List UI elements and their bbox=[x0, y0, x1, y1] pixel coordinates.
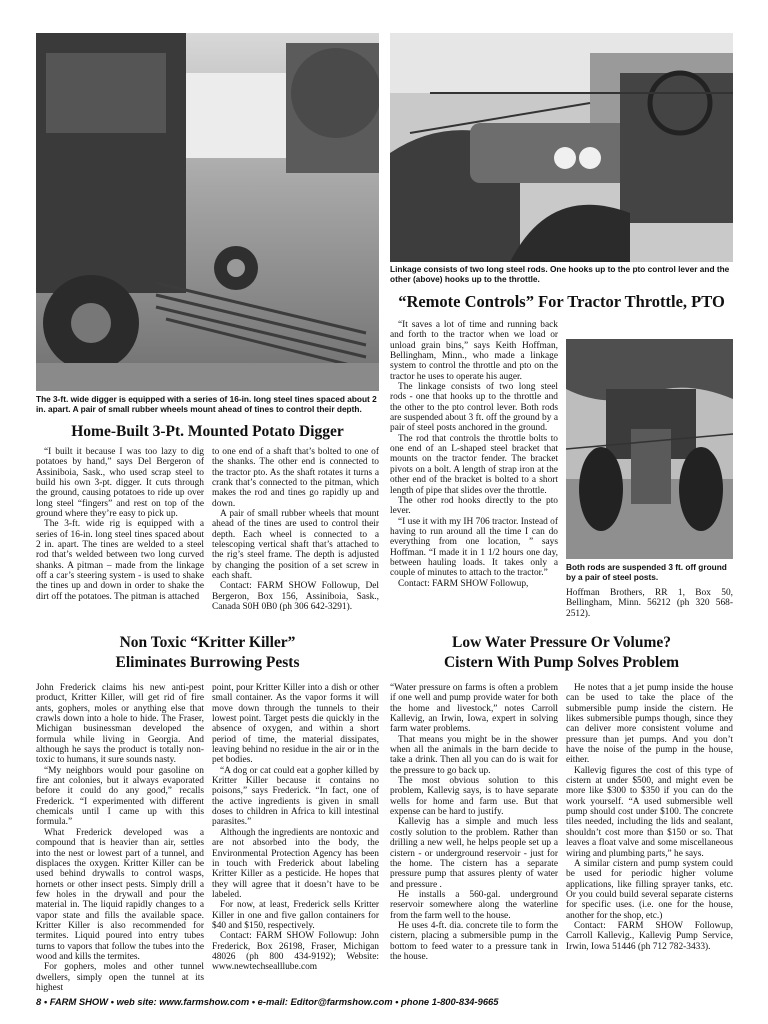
paragraph: For now, at least, Frederick sells Kritter Killer in one and five gallon containers for $40 and $150, respectively. bbox=[212, 900, 379, 931]
remote-headline: “Remote Controls” For Tractor Throttle, PTO bbox=[398, 292, 725, 311]
cistern-col2 bbox=[566, 683, 733, 952]
paragraph: For gophers, moles and other tunnel dwellers, simply open the tunnel at its highest bbox=[36, 962, 204, 993]
paragraph: “I built it because I was too lazy to dig potatoes by hand,” says Del Bergeron of Assiniboia, Sask., who used scrap steel to build his own 3-pt. digger. It cuts through the ground, causing potatoes to ride up over long steel “fingers” and rest on top of the ground where they’re easy to pick up. bbox=[36, 447, 204, 520]
potato-photo-caption: The 3-ft. wide digger is equipped with a series of 16-in. long steel tines spaced about 2 in. apart. A pair of small rubber wheels mount ahead of tines to control their depth. bbox=[36, 394, 377, 414]
kritter-col1 bbox=[36, 683, 204, 993]
potato-headline: Home-Built 3-Pt. Mounted Potato Digger bbox=[71, 423, 344, 440]
paragraph: The linkage consists of two long steel rods - one that hooks up to the throttle and the other to the pto control lever. Both rods are suspended about 3 ft. off the ground by a pair of steel posts anchored in the ground. bbox=[390, 382, 558, 434]
paragraph: Hoffman Brothers, RR 1, Box 50, Bellingham, Minn. 56212 (ph 320 568-2512). bbox=[566, 588, 733, 619]
potato-col1 bbox=[36, 447, 204, 602]
tractor-linkage-photo bbox=[390, 33, 733, 262]
paragraph: Although the ingredients are nontoxic and are not absorbed into the body, the Environmental Protection Agency has been in touch with Frederick about labeling Kritter Killer as a pesticide. He hopes that they will agree that it doesn’t have to be labeled. bbox=[212, 827, 379, 900]
paragraph: “I use it with my IH 706 tractor. Instead of having to run around all the time I can do everything from one location, ” says Hoffman. “I made it in 1 1/2 hours one day, between hauling loads. It takes only a couple of minutes to attach to the tractor.” bbox=[390, 516, 558, 579]
paragraph: The rod that controls the throttle bolts to one end of an L-shaped steel bracket that mounts on the tractor fender. The bracket pivots on a bolt. A length of strap iron at the other end of the bracket is bolted to a short length of pipe that slides over the throttle. bbox=[390, 433, 558, 496]
paragraph: John Frederick claims his new anti-pest product, Kritter Killer, will get rid of fire ants, gophers, moles or anything else that crawls down into a hole to hide. The Fraser, Michigan businessman developed the formula while living in Georgia. And although he says the product is totally non-toxic to humans, it sure sounds nasty. bbox=[36, 683, 204, 766]
paragraph: The other rod hooks directly to the pto lever. bbox=[390, 495, 558, 517]
potato-col2 bbox=[212, 447, 379, 613]
remote-contact-end bbox=[566, 588, 733, 619]
paragraph: He installs a 560-gal. underground reservoir somewhere along the waterline from the farm well to the house. bbox=[390, 889, 558, 921]
paragraph: What Frederick developed was a compound that is heavier than air, settles into the nest or lowest part of a tunnel, and displaces the oxygen. Kritter Killer can be used behind drywalls to control wasps, hornets or other insect pests. Simply drill a few holes in the drywall and pour the material in. The liquid rapidly changes to a vapor state and fills the available space. Kritter Killer is also recommended for termites. Liquid poured into entry tubes turns to vapors that follow the tubes into the wood and kills the termites. bbox=[36, 827, 204, 962]
paragraph: “It saves a lot of time and running back and forth to the tractor when we load or unload grain bins,” says Keith Hoffman, Bellingham, Minn., who made a linkage system to control the throttle and pto on the tractor he uses to operate his auger. bbox=[390, 320, 558, 382]
paragraph: point, pour Kritter Killer into a dish or other small container. As the vapor forms it will move down through the tunnels to their lowest point. Target pests die quickly in the absence of oxygen, and within a short period of time, the material dissipates, leaving behind no residue in the air or in the pet bodies. bbox=[212, 683, 379, 766]
remote-col bbox=[390, 320, 558, 589]
kritter-headline-line2: Eliminates Burrowing Pests bbox=[115, 654, 300, 671]
tractor-rods-photo bbox=[566, 339, 733, 559]
paragraph: Contact: FARM SHOW Followup, Carroll Kallevig., Kallevig Pump Service, Irwin, Iowa 51446 (ph 712 782-3433). bbox=[566, 920, 733, 952]
cistern-headline bbox=[390, 633, 733, 673]
paragraph: He uses 4-ft. dia. concrete tile to form the cistern, placing a submersible pump in the bottom to feed water to a pressure tank in the house. bbox=[390, 920, 558, 962]
kritter-headline bbox=[36, 633, 379, 673]
kritter-headline-line1: Non Toxic “Kritter Killer” bbox=[119, 634, 296, 651]
paragraph: “A dog or cat could eat a gopher killed by Kritter Killer because it contains no poisons,” says Frederick. “In fact, one of the active ingredients is given in small doses to children in Africa to kill intestinal parasites.” bbox=[212, 765, 379, 828]
paragraph: to one end of a shaft that’s bolted to one of the shanks. The other end is connected to the tractor pto. As the shaft rotates it turns a crank that’s connected to the pitman, which makes the rod and tines go rapidly up and down. bbox=[212, 447, 379, 509]
paragraph: A pair of small rubber wheels that mount ahead of the tines are used to control their depth. Each wheel is connected to a telescoping vertical shaft that’s attached to the rig’s steel frame. The depth is adjusted by changing the position of a set screw in each shaft. bbox=[212, 509, 379, 582]
potato-digger-photo bbox=[36, 33, 379, 391]
linkage-photo-caption: Linkage consists of two long steel rods. One hooks up to the pto control lever and the other (above) hooks up to the throttle. bbox=[390, 264, 730, 284]
rods-photo-caption: Both rods are suspended 3 ft. off ground by a pair of steel posts. bbox=[566, 562, 727, 582]
cistern-col1 bbox=[390, 683, 558, 962]
paragraph: “My neighbors would pour gasoline on fire ant colonies, but it always evaporated before it could do any good,” recalls Frederick. “I experimented with different chemicals until I came up with this formula.” bbox=[36, 765, 204, 828]
paragraph: Contact: FARM SHOW Followup, Del Bergeron, Box 156, Assiniboia, Sask., Canada S0H 0B0 (ph 306 642-3291). bbox=[212, 581, 379, 613]
paragraph: Contact: FARM SHOW Followup, bbox=[398, 578, 529, 589]
paragraph: He notes that a jet pump inside the house can be used to take the place of the submersible pump inside the cistern. He likes submersible pumps though, since they can deliver more consistent volume and pressure than jet pumps. And you don’t have the noise of the pump in the house, either. bbox=[566, 683, 733, 766]
paragraph: Contact: FARM SHOW Followup: John Frederick, Box 26198, Fraser, Michigan 48026 (ph 800 434-9192); Website: www.newtechsealllube.com bbox=[212, 931, 379, 973]
page-footer bbox=[36, 996, 736, 1007]
paragraph: Kallevig has a simple and much less costly solution to the problem. Rather than drilling a new well, he helps people set up a cistern - or underground reservoir - just for the home. The cistern has a separate pressure pump that assures plenty of water and pressure . bbox=[390, 817, 558, 890]
paragraph: “Water pressure on farms is often a problem if one well and pump provide water for both the home and livestock,” notes Carroll Kallevig, an Irwin, Iowa, expert in solving farm water problems. bbox=[390, 683, 558, 735]
paragraph: That means you might be in the shower when all the animals in the barn decide to take a drink. Then all you can do is wait for the pressure to go back up. bbox=[390, 734, 558, 776]
paragraph: A similar cistern and pump system could be used for periodic higher volume applications, like filling sprayer tanks, etc. Or you could build several separate cisterns for specific uses. (i.e. one for the house, another for the shop, etc.) bbox=[566, 858, 733, 921]
cistern-headline-line2: Cistern With Pump Solves Problem bbox=[443, 654, 680, 671]
kritter-col2 bbox=[212, 683, 379, 973]
paragraph: The most obvious solution to this problem, Kallevig says, is to have separate wells for home and farm use. But that expense can be hard to justify. bbox=[390, 776, 558, 818]
footer-text: 8 • FARM SHOW • web site: www.farmshow.com • e-mail: Editor@farmshow.com • phone 1-800-834-9665 bbox=[36, 996, 499, 1007]
paragraph: Kallevig figures the cost of this type of cistern at under $500, and might even be more like $300 to $350 if you can do the work yourself. “A used submersible well pump should cost under $100. The concrete tiles needed, including the lids and sealant, shouldn’t cost more than $150 or so. That leaves a float valve and some miscellaneous wiring and plumbing parts,” he says. bbox=[566, 765, 733, 859]
cistern-headline-line1: Low Water Pressure Or Volume? bbox=[451, 634, 671, 651]
paragraph: The 3-ft. wide rig is equipped with a series of 16-in. long steel tines spaced about 2 in. apart. The tines are welded to a steel rod that’s welded between two long curved shanks. A pitman – made from the linkage off a car’s steering system - is used to shake the tines up and down in order to shake the dirt off the potatoes. The pitman is attached bbox=[36, 519, 204, 602]
